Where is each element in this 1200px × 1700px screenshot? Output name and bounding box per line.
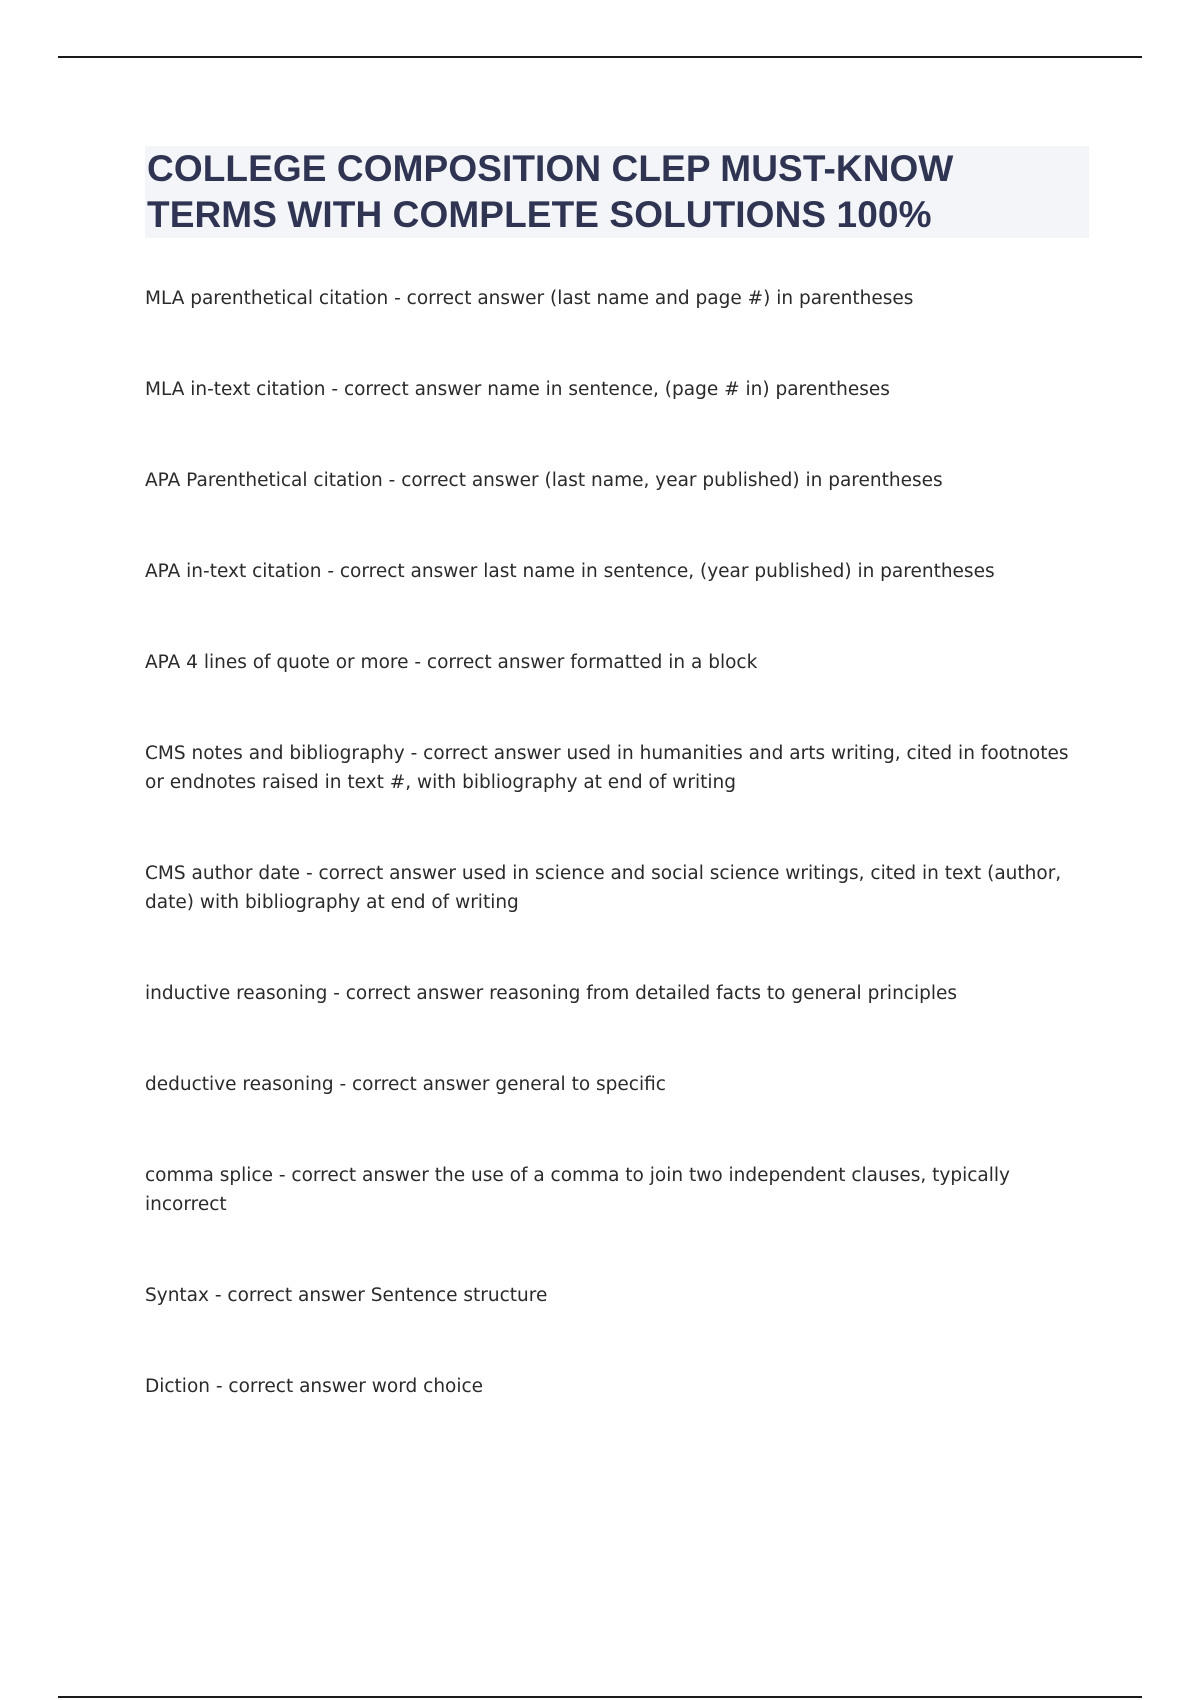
- bottom-divider: [58, 1696, 1142, 1698]
- term-entry: APA 4 lines of quote or more - correct answer formatted in a block: [145, 652, 758, 673]
- term-entry: comma splice - correct answer the use of a comma to join two independent clauses, typically incorrect: [145, 1165, 1010, 1215]
- term-list: [145, 284, 1085, 1463]
- term-entry: Diction - correct answer word choice: [145, 1376, 484, 1397]
- term-entry: Syntax - correct answer Sentence structure: [145, 1285, 548, 1306]
- term-entry: deductive reasoning - correct answer general to specific: [145, 1074, 666, 1095]
- document-title: COLLEGE COMPOSITION CLEP MUST-KNOW TERMS WITH COMPLETE SOLUTIONS 100%: [147, 148, 954, 235]
- term-entry: APA in-text citation - correct answer last name in sentence, (year published) in parentheses: [145, 561, 995, 582]
- term-entry: CMS notes and bibliography - correct answer used in humanities and arts writing, cited in footnotes or endnotes raised in text #, with bibliography at end of writing: [145, 743, 1069, 793]
- term-entry: CMS author date - correct answer used in science and social science writings, cited in text (author, date) with bibliography at end of writing: [145, 863, 1062, 913]
- term-entry: MLA parenthetical citation - correct answer (last name and page #) in parentheses: [145, 288, 914, 309]
- term-entry: MLA in-text citation - correct answer name in sentence, (page # in) parentheses: [145, 379, 890, 400]
- term-entry: APA Parenthetical citation - correct answer (last name, year published) in parentheses: [145, 470, 943, 491]
- term-entry: inductive reasoning - correct answer reasoning from detailed facts to general principles: [145, 983, 958, 1004]
- top-divider: [58, 56, 1142, 58]
- title-block: [145, 146, 1089, 238]
